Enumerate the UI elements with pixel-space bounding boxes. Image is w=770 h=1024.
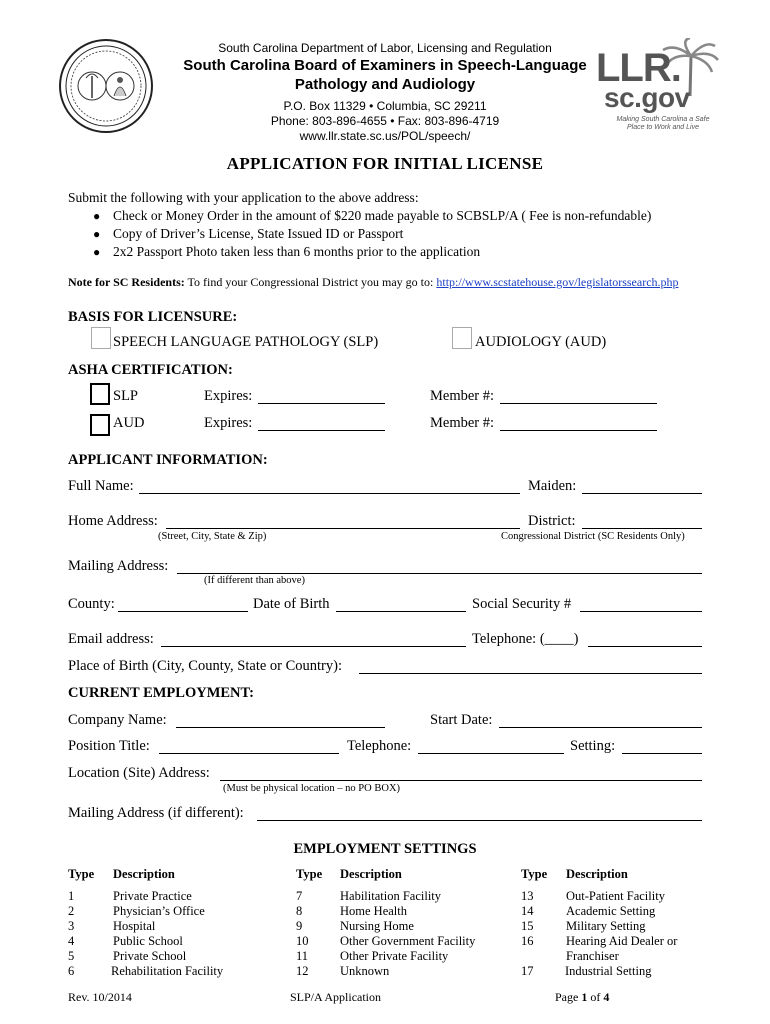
place-of-birth-label: Place of Birth (City, County, State or Country): (68, 658, 342, 674)
company-name-field[interactable] (176, 727, 385, 728)
setting-type: 14 (521, 904, 534, 918)
setting-type: 2 (68, 904, 75, 918)
basis-heading: BASIS FOR LICENSURE: (68, 309, 238, 325)
po-box: P.O. Box 11329 • Columbia, SC 29211 (283, 99, 487, 113)
asha-aud-expires-label: Expires: (204, 415, 253, 431)
setting-desc: Public School (113, 934, 183, 948)
company-name-label: Company Name: (68, 712, 167, 728)
col1-desc-header: Description (113, 867, 175, 881)
asha-slp-expires-field[interactable] (258, 403, 385, 404)
location-label: Location (Site) Address: (68, 765, 210, 781)
dob-label: Date of Birth (253, 596, 330, 612)
asha-aud-checkbox[interactable] (90, 414, 110, 436)
asha-heading: ASHA CERTIFICATION: (68, 362, 233, 378)
setting-desc: Private Practice (113, 889, 192, 903)
settings-col2-types (296, 889, 309, 979)
llr-logo (590, 38, 720, 138)
setting-desc: Unknown (340, 964, 390, 978)
slp-basis-checkbox[interactable] (91, 327, 111, 349)
start-date-field[interactable] (499, 727, 702, 728)
setting-desc: Franchiser (566, 949, 619, 963)
setting-desc: Hearing Aid Dealer or (566, 934, 678, 948)
logo-tagline-1: Making South Carolina a Safe (616, 116, 710, 123)
position-title-field[interactable] (159, 753, 339, 754)
county-field[interactable] (118, 611, 248, 612)
position-title-label: Position Title: (68, 738, 150, 754)
setting-desc: Academic Setting (566, 904, 656, 918)
employer-telephone-field[interactable] (418, 753, 564, 754)
setting-type: 16 (521, 934, 534, 948)
asha-slp-checkbox[interactable] (90, 383, 110, 405)
settings-col3-descs (566, 889, 677, 979)
setting-type: 7 (296, 889, 303, 903)
setting-type: 3 (68, 919, 75, 933)
asha-slp-label: SLP (113, 388, 138, 404)
settings-col2-descs (340, 889, 475, 979)
maiden-label: Maiden: (528, 478, 577, 494)
revision-date: Rev. 10/2014 (68, 990, 132, 1004)
maiden-field[interactable] (582, 493, 702, 494)
state-seal (58, 38, 154, 134)
setting-type: 15 (521, 919, 534, 933)
settings-heading: EMPLOYMENT SETTINGS (293, 841, 477, 857)
phone-fax: Phone: 803-896-4655 • Fax: 803-896-4719 (270, 114, 500, 128)
setting-desc: Habilitation Facility (340, 889, 442, 903)
place-of-birth-field[interactable] (359, 673, 702, 674)
setting-desc: Out-Patient Facility (566, 889, 665, 903)
requirement-item: ● Copy of Driver’s License, State Issued ID or Passport (93, 226, 404, 241)
page-total: 4 (603, 990, 610, 1004)
email-field[interactable] (161, 646, 466, 647)
setting-desc: Hospital (113, 919, 156, 933)
col3-desc-header: Description (566, 867, 628, 881)
asha-aud-member-field[interactable] (500, 430, 657, 431)
mailing-address-hint: (If different than above) (204, 575, 305, 586)
setting-desc: Industrial Setting (565, 964, 652, 978)
home-address-hint: (Street, City, State & Zip) (158, 531, 267, 542)
setting-desc: Nursing Home (340, 919, 414, 933)
applicant-heading: APPLICANT INFORMATION: (68, 452, 268, 468)
board-name-line1: South Carolina Board of Examiners in Speech-Language (183, 57, 587, 74)
col2-type-header: Type (296, 867, 323, 881)
full-name-label: Full Name: (68, 478, 134, 494)
slp-basis-label: SPEECH LANGUAGE PATHOLOGY (SLP) (113, 334, 379, 350)
start-date-label: Start Date: (430, 712, 493, 728)
telephone-field[interactable] (588, 646, 702, 647)
department-name: South Carolina Department of Labor, Licensing and Regulation (218, 41, 552, 55)
note-label: Note for SC Residents: (68, 275, 185, 289)
aud-basis-checkbox[interactable] (452, 327, 472, 349)
location-field[interactable] (220, 780, 702, 781)
aud-basis-label: AUDIOLOGY (AUD) (475, 334, 607, 350)
setting-desc: Private School (113, 949, 187, 963)
employment-heading: CURRENT EMPLOYMENT: (68, 685, 254, 701)
employer-mailing-field[interactable] (257, 820, 702, 821)
setting-type: 4 (68, 934, 75, 948)
setting-type: 13 (521, 889, 534, 903)
intro-text: Submit the following with your application to the above address: (68, 190, 419, 205)
mailing-address-field[interactable] (177, 573, 702, 574)
county-label: County: (68, 596, 115, 612)
district-field[interactable] (582, 528, 702, 529)
mailing-address-label: Mailing Address: (68, 558, 169, 574)
asha-aud-label: AUD (113, 415, 145, 431)
telephone-label: Telephone: (____) (472, 631, 579, 647)
form-name: SLP/A Application (290, 990, 382, 1004)
home-address-label: Home Address: (68, 513, 158, 529)
logo-domain-text: sc.gov (604, 82, 690, 113)
col3-type-header: Type (521, 867, 548, 881)
setting-desc: Military Setting (566, 919, 646, 933)
employer-mailing-label: Mailing Address (if different): (68, 805, 244, 821)
setting-desc: Other Government Facility (340, 934, 476, 948)
setting-desc: Physician’s Office (113, 904, 205, 918)
setting-desc: Home Health (340, 904, 407, 918)
setting-type: 11 (296, 949, 309, 963)
setting-type: 10 (296, 934, 309, 948)
ssn-field[interactable] (580, 611, 702, 612)
employer-telephone-label: Telephone: (347, 738, 412, 754)
logo-llr-text: LLR. (596, 46, 681, 90)
district-note (68, 275, 679, 290)
setting-type (521, 949, 534, 964)
asha-aud-member-label: Member #: (430, 415, 495, 431)
page-number: 1 (581, 990, 588, 1004)
setting-type: 12 (296, 964, 309, 978)
settings-col1-types (68, 889, 74, 979)
district-label: District: (528, 513, 576, 529)
setting-desc: Rehabilitation Facility (111, 964, 224, 978)
district-hint: Congressional District (SC Residents Only) (501, 531, 685, 542)
form-title: APPLICATION FOR INITIAL LICENSE (226, 154, 544, 173)
asha-slp-expires-label: Expires: (204, 388, 253, 404)
settings-col3-types (521, 889, 534, 979)
setting-type: 8 (296, 904, 303, 918)
full-name-field[interactable] (139, 493, 520, 494)
location-hint: (Must be physical location – no PO BOX) (223, 783, 401, 794)
requirement-item: ● Check or Money Order in the amount of $220 made payable to SCBSLP/A ( Fee is non-refundable) (93, 208, 652, 223)
setting-type: 5 (68, 949, 75, 963)
asha-slp-member-field[interactable] (500, 403, 657, 404)
note-text: To find your Congressional District you may go to: (184, 275, 437, 289)
page-indicator: Page 1 of 4 (555, 990, 610, 1004)
statehouse-link[interactable]: http://www.scstatehouse.gov/legislatorssearch.php (436, 275, 679, 289)
requirement-item: ● 2x2 Passport Photo taken less than 6 months prior to the application (93, 244, 481, 259)
asha-aud-expires-field[interactable] (258, 430, 385, 431)
setting-field[interactable] (622, 753, 702, 754)
email-label: Email address: (68, 631, 154, 647)
board-name-line2: Pathology and Audiology (294, 76, 476, 93)
setting-type: 1 (68, 889, 75, 903)
setting-desc: Other Private Facility (340, 949, 449, 963)
setting-type: 9 (296, 919, 303, 933)
setting-type: 6 (68, 964, 75, 978)
settings-col1-descs (113, 889, 223, 979)
dob-field[interactable] (336, 611, 466, 612)
setting-type: 17 (521, 964, 534, 978)
agency-header (160, 40, 610, 144)
setting-label: Setting: (570, 738, 616, 754)
home-address-field[interactable] (166, 528, 520, 529)
logo-tagline-2: Place to Work and Live (627, 124, 699, 131)
col2-desc-header: Description (340, 867, 402, 881)
col1-type-header: Type (68, 867, 95, 881)
asha-slp-member-label: Member #: (430, 388, 495, 404)
website-text: www.llr.state.sc.us/POL/speech/ (299, 129, 471, 143)
ssn-label: Social Security # (472, 596, 572, 612)
